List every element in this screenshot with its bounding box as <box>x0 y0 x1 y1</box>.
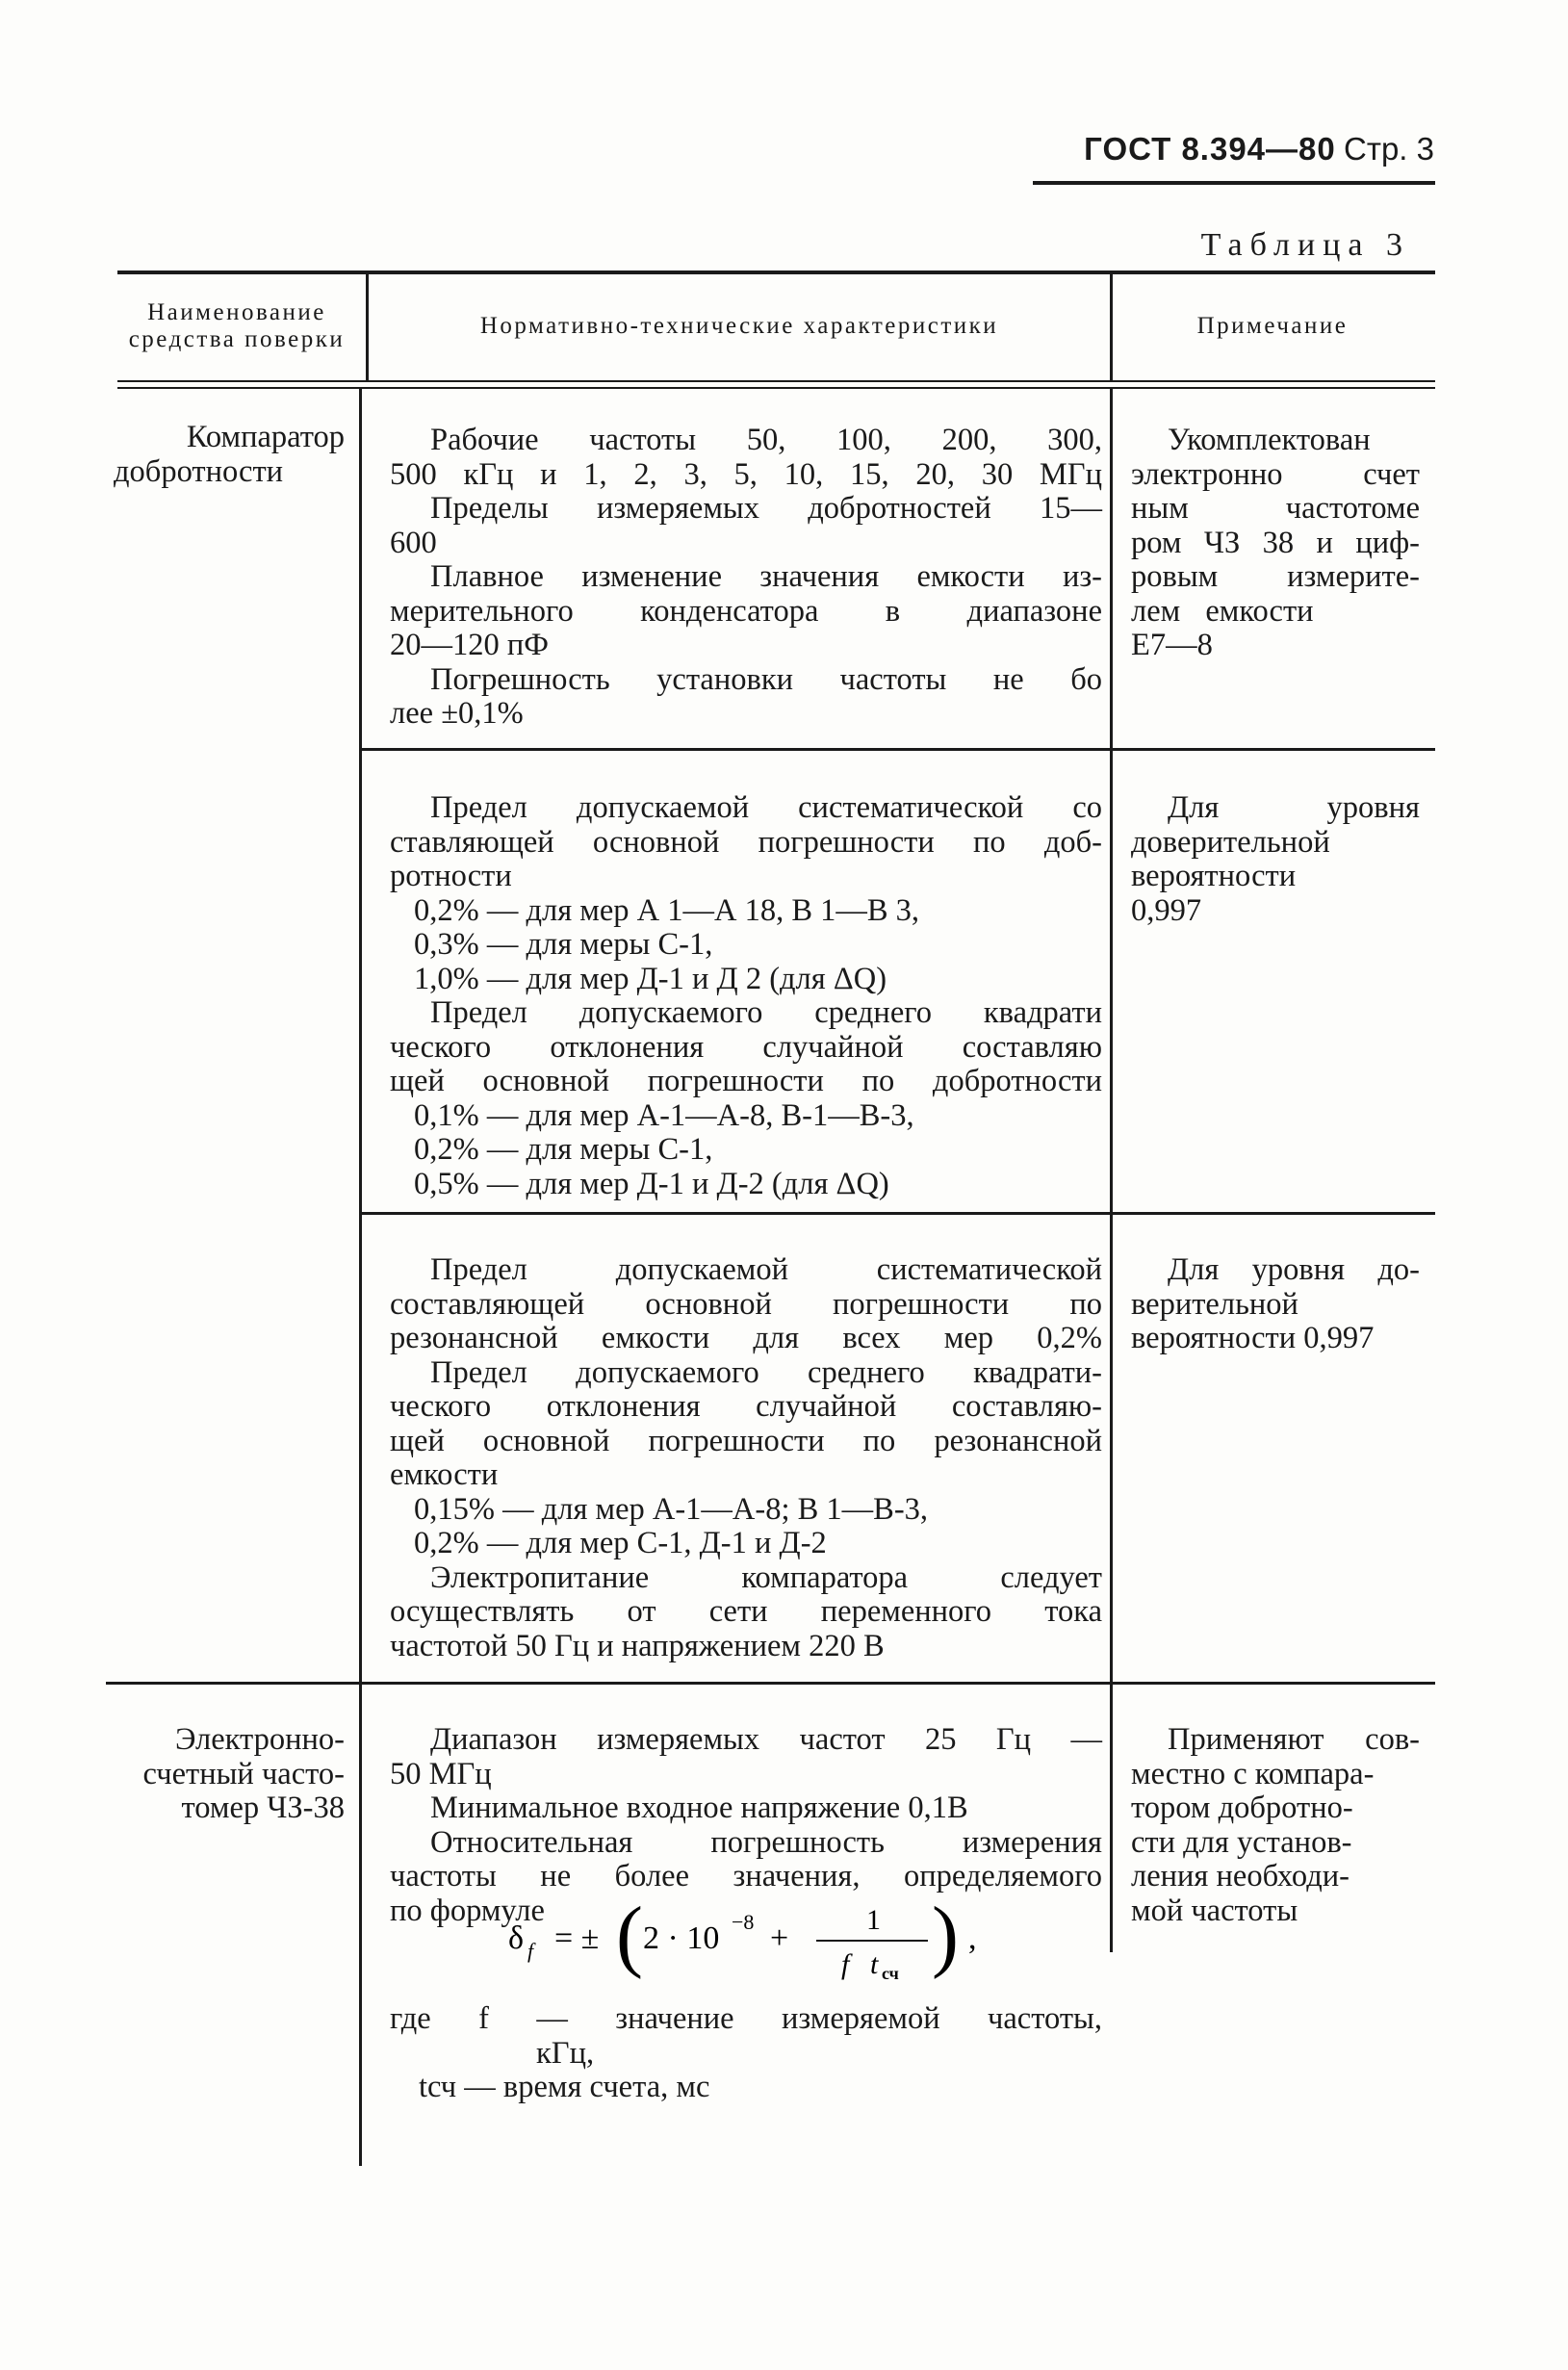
spec-line: ставляющей основной погрешности по доб- <box>390 824 1102 860</box>
note-line: Применяют сов- <box>1168 1722 1420 1757</box>
gost-number: ГОСТ 8.394—80 <box>1084 131 1336 167</box>
page-number: Стр. 3 <box>1344 131 1434 167</box>
spec-line: 1,0% — для мер Д-1 и Д 2 (для ΔQ) <box>414 961 887 996</box>
formula-den-t: t <box>870 1948 879 1980</box>
spec-line: щей основной погрешности по резонансной <box>390 1423 1102 1458</box>
spec-line: щей основной погрешности по добротности <box>390 1064 1102 1098</box>
formula-svg <box>508 1894 1018 1981</box>
row-2-name <box>114 1723 345 1826</box>
row-1-block-3-note <box>1131 1253 1420 1356</box>
row-2-name-line: счетный часто- <box>142 1756 345 1791</box>
note-line: ления необходи- <box>1131 1859 1350 1893</box>
row-1-block-2-note <box>1131 791 1420 928</box>
row-1-name-line: Компаратор <box>186 420 345 454</box>
column-divider-2-row2 <box>1110 1683 1113 1952</box>
spec-line: Электропитание компаратора следует <box>430 1559 1102 1595</box>
spec-line: Предел допускаемой систематической со <box>430 790 1102 825</box>
block-rule-2 <box>361 1212 1435 1215</box>
note-line: тором добротно- <box>1131 1790 1353 1825</box>
formula-fraction-bar <box>816 1940 928 1942</box>
note-line: верительной <box>1131 1286 1298 1322</box>
formula-den-sub: сч <box>882 1964 899 1981</box>
column-divider-1 <box>366 272 369 382</box>
column-divider-1-row2 <box>359 1683 362 2166</box>
column-header-name-line: средства поверки <box>128 326 346 352</box>
formula-numerator: 1 <box>866 1904 881 1936</box>
formula-inner: 2 · 10 <box>643 1920 720 1956</box>
column-header-specs: Нормативно-технические характеристики <box>479 313 999 339</box>
spec-line: Предел допускаемого среднего квадрати <box>430 995 1102 1030</box>
spec-line: 0,1% — для мер А-1—А-8, В-1—В-3, <box>414 1097 914 1133</box>
spec-line: Предел допускаемого среднего квадрати- <box>430 1354 1102 1390</box>
note-line: лем емкости <box>1131 593 1314 629</box>
formula-where <box>390 2002 1102 2105</box>
spec-line: 0,5% — для мер Д-1 и Д-2 (для ΔQ) <box>414 1166 889 1201</box>
spec-line: 500 кГц и 1, 2, 3, 5, 10, 15, 20, 30 МГц <box>390 456 1102 492</box>
spec-line: 0,15% — для мер А-1—А-8; В 1—В-3, <box>414 1491 929 1527</box>
spec-line: Пределы измеряемых добротностей 15— <box>430 491 1102 526</box>
note-line: вероятности 0,997 <box>1131 1321 1375 1355</box>
note-line: сти для установ- <box>1131 1824 1352 1860</box>
row-1-block-3-specs <box>390 1253 1102 1663</box>
spec-line: Погрешность установки частоты не бо <box>430 661 1102 697</box>
formula-close-paren: ) <box>932 1894 959 1980</box>
formula-lhs: δ <box>508 1920 525 1956</box>
spec-line: ческого отклонения случайной составляю- <box>390 1389 1102 1424</box>
spec-line: частотой 50 Гц и напряжением 220 В <box>390 1628 885 1663</box>
spec-line: мерительного конденсатора в диапазоне <box>390 593 1102 629</box>
spec-line: Предел допускаемой систематической <box>430 1252 1102 1287</box>
row-1-name-line: добротности <box>114 453 284 489</box>
header-bottom-rule-2 <box>117 387 1435 389</box>
row-1-name <box>114 421 345 489</box>
spec-line: 0,2% — для мер С-1, Д-1 и Д-2 <box>414 1526 827 1560</box>
column-header-note: Примечание <box>1196 313 1349 339</box>
formula-exp: −8 <box>732 1910 755 1934</box>
row-2-name-line: Электронно- <box>175 1722 345 1757</box>
row-2-note <box>1131 1723 1420 1928</box>
row-rule <box>106 1682 1435 1685</box>
formula-eq: = ± <box>554 1920 600 1956</box>
spec-line: лее ±0,1% <box>390 696 524 731</box>
column-divider-1-body <box>359 388 362 1685</box>
table-label: Таблица 3 <box>1200 227 1410 263</box>
note-line: Для уровня до- <box>1168 1252 1420 1287</box>
row-1-block-1-specs <box>390 424 1102 732</box>
header-rule <box>1033 181 1435 185</box>
spec-line: 20—120 пФ <box>390 628 549 662</box>
row-1-block-1-note <box>1131 424 1420 663</box>
where-line: tсч — время счета, мс <box>419 2070 710 2104</box>
note-line: ным частотоме <box>1131 491 1420 526</box>
note-line: ровым измерите- <box>1131 559 1420 594</box>
note-line: Е7—8 <box>1131 628 1213 662</box>
spec-line: Относительная погрешность измерения <box>430 1824 1102 1860</box>
where-line: где f — значение измеряемой частоты, <box>390 2001 1102 2036</box>
spec-line: 0,3% — для меры С-1, <box>414 927 713 962</box>
block-rule-1 <box>361 748 1435 751</box>
spec-line: ческого отклонения случайной составляю <box>390 1029 1102 1065</box>
note-line: доверительной <box>1131 824 1330 860</box>
note-line: местно с компара- <box>1131 1756 1375 1791</box>
spec-line: 0,2% — для меры С-1, <box>414 1132 713 1167</box>
note-line: электронно счет <box>1131 456 1420 492</box>
column-divider-2-body <box>1110 388 1113 1685</box>
spec-line: 0,2% — для мер А 1—А 18, В 1—В 3, <box>414 892 920 928</box>
page-header <box>1020 131 1434 168</box>
formula-tail: , <box>968 1920 977 1956</box>
column-divider-2 <box>1110 272 1113 382</box>
where-line: кГц, <box>536 2035 595 2071</box>
note-line: ром ЧЗ 38 и циф- <box>1131 525 1420 560</box>
spec-line: емкости <box>390 1457 499 1492</box>
note-line: 0,997 <box>1131 892 1202 928</box>
formula-lhs-sub: f <box>527 1939 534 1963</box>
column-header-name <box>111 299 363 353</box>
spec-line: по формуле <box>390 1893 545 1928</box>
spec-line: резонансной емкости для всех мер 0,2% <box>390 1321 1102 1355</box>
spec-line: Диапазон измеряемых частот 25 Гц — <box>430 1722 1102 1757</box>
spec-line: Рабочие частоты 50, 100, 200, 300, <box>430 423 1102 457</box>
spec-line: составляющей основной погрешности по <box>390 1286 1102 1322</box>
column-header-name-line: Наименование <box>147 299 326 325</box>
note-line: вероятности <box>1131 859 1297 893</box>
formula-open-paren: ( <box>616 1894 643 1980</box>
frequency-error-formula <box>508 1894 1018 1981</box>
table-top-rule <box>117 270 1435 274</box>
note-line: Для уровня <box>1168 790 1420 825</box>
spec-line: Плавное изменение значения емкости из- <box>430 559 1102 594</box>
spec-line: ротности <box>390 859 512 893</box>
spec-line: 50 МГц <box>390 1756 492 1791</box>
header-bottom-rule <box>117 380 1435 382</box>
formula-den-f: f <box>841 1948 850 1980</box>
formula-plus: + <box>770 1920 789 1956</box>
note-line: Укомплектован <box>1168 423 1371 457</box>
spec-line: Минимальное входное напряжение 0,1В <box>430 1790 968 1825</box>
note-line: мой частоты <box>1131 1893 1298 1928</box>
spec-line: частоты не более значения, определяемого <box>390 1859 1102 1893</box>
spec-line: осуществлять от сети переменного тока <box>390 1594 1102 1629</box>
row-1-block-2-specs <box>390 791 1102 1201</box>
row-2-name-line: томер ЧЗ-38 <box>181 1790 345 1825</box>
spec-line: 600 <box>390 525 437 560</box>
